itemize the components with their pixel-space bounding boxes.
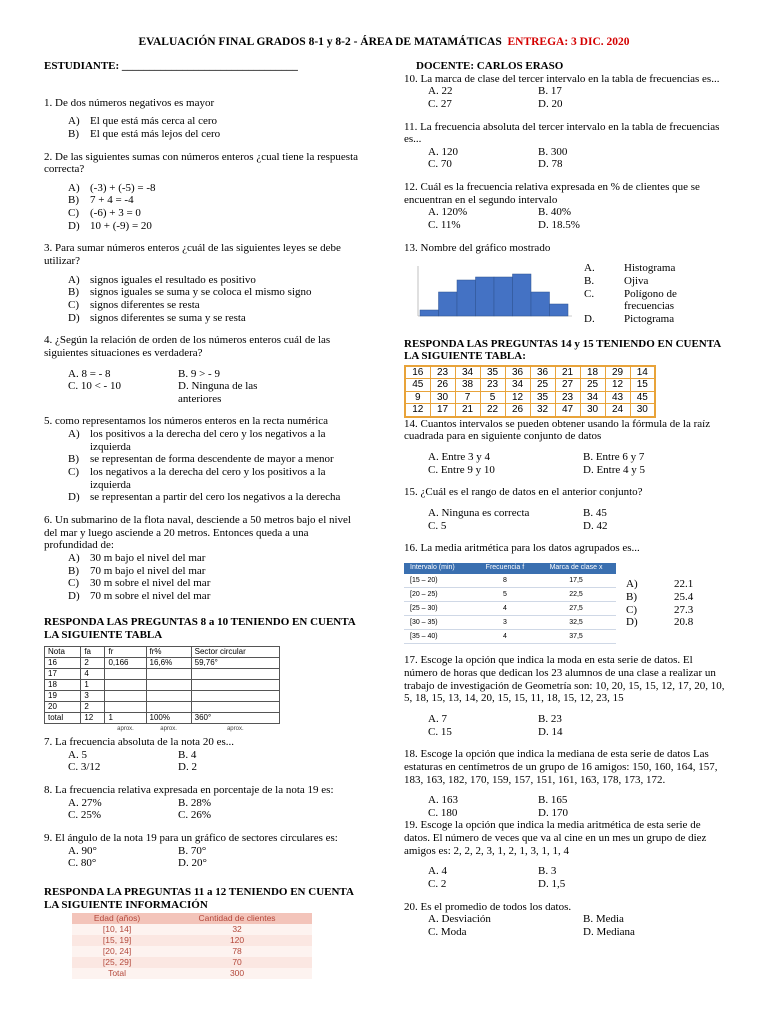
table-cell: 34 <box>505 379 530 392</box>
question-14: 14. Cuantos intervalos se pueden obtener usando la fórmula de la raíz cuadrada para en siguiente conjunto de datos A. Entre 3 y 4 B. Entre 6 y 7 C. Entre 9 y 10 D. Entre 4 y 5 <box>404 417 711 476</box>
question-13: 13. Nombre del gráfico mostrado A. Histograma B. Ojiva C. Polígono de frecuencias D. Pictograma <box>404 242 726 326</box>
q3-option-3: D) signos diferentes se suma y se resta <box>68 311 246 324</box>
table-row <box>45 701 280 712</box>
table1-header: Sector circular <box>191 646 279 657</box>
question-7: 7. La frecuencia absoluta de la nota 20 es... A. 5 B. 4 C. 3/12 D. 2 <box>44 736 234 774</box>
table-row <box>72 924 312 935</box>
q5-option-0: A) los positivos a la derecha del cero y los negativos a la izquierda <box>68 428 326 453</box>
table-cell <box>191 668 279 679</box>
table3-header: Intervalo (min) <box>404 563 474 574</box>
numbers-table <box>404 365 656 418</box>
table-cell: 25 <box>580 379 605 392</box>
table-cell: 38 <box>455 379 480 392</box>
table-cell: 16 <box>45 657 81 668</box>
table-row <box>72 968 312 979</box>
table-cell: 70 <box>162 957 312 968</box>
table-cell <box>191 679 279 690</box>
table-cell <box>105 668 146 679</box>
question-4: 4. ¿Según la relación de orden de los números enteros cuál de las siguientes situaciones es verdadera? A. 8 = - 8 B. 9 > - 9 C. 10 < - 10 D. Ninguna de las anteriores <box>44 334 331 405</box>
table-row <box>45 657 280 668</box>
table-cell: 26 <box>505 404 530 417</box>
table-cell: 21 <box>455 404 480 417</box>
table-cell: 25 <box>530 379 555 392</box>
table3-header: Frecuencia f <box>474 563 536 574</box>
table-cell: [25, 29] <box>72 957 162 968</box>
table-cell: 30 <box>430 391 455 404</box>
table-cell: [30 – 35) <box>404 616 474 630</box>
table-cell: 100% <box>146 712 191 723</box>
question-1: 1. De dos números negativos es mayor A) El que está más cerca al cero B) El que está más lejos del cero <box>44 97 362 141</box>
table-cell <box>105 690 146 701</box>
table-row <box>72 946 312 957</box>
q6-option-3: D) 70 m sobre el nivel del mar <box>68 589 211 602</box>
table-cell: total <box>45 712 81 723</box>
table-cell <box>191 701 279 712</box>
section-11-12: RESPONDA LA PREGUNTAS 11 a 12 TENIENDO EN CUENTA LA SIGUIENTE INFORMACIÓN <box>44 885 354 911</box>
table-cell: [25 – 30) <box>404 602 474 616</box>
table-cell: 47 <box>555 404 580 417</box>
table-cell: 17,5 <box>536 574 616 588</box>
table-cell: 23 <box>480 379 505 392</box>
question-11: 11. La frecuencia absoluta del tercer intervalo en la tabla de frecuencias es... A. 120 B. 300 C. 70 D. 78 <box>404 120 720 171</box>
q2-option-0: A) (-3) + (-5) = -8 <box>68 181 156 194</box>
table-row <box>45 712 280 723</box>
table-cell: 21 <box>555 366 580 379</box>
table-row <box>45 679 280 690</box>
question-12: 12. Cuál es la frecuencia relativa expresada en % de clientes que se encuentran en el segundo intervalo A. 120% B. 40% C. 11% D. 18.5% <box>404 181 700 232</box>
table-cell: 5 <box>474 588 536 602</box>
table-cell: 45 <box>405 379 430 392</box>
table-row <box>72 935 312 946</box>
histogram-bar <box>513 274 532 316</box>
student-label: ESTUDIANTE: ________________________________ <box>44 60 298 72</box>
question-16: 16. La media aritmética para los datos agrupados es... Intervalo (min) Frecuencia f Marca de clase x [15 – 20) 8 17,5 [20 – 25) 5 22,5 [25 – 30) 4 27,5 [30 – 35) 3 32,5 [35 – 40) 4 37,5 A) 22.1 B) 25.4 C) 27.3 D) 20.8 <box>404 542 726 644</box>
q16-option-3: D) 20.8 <box>626 616 694 629</box>
table-cell: 2 <box>81 657 105 668</box>
table-cell <box>146 679 191 690</box>
table-cell: 30 <box>630 404 655 417</box>
q13-option-2: C. Polígono de frecuencias <box>584 287 677 313</box>
table-cell: [10, 14] <box>72 924 162 935</box>
table-row <box>404 574 616 588</box>
table-cell: 17 <box>430 404 455 417</box>
table4-header: Cantidad de clientes <box>162 913 312 924</box>
table-cell <box>146 668 191 679</box>
question-17: 17. Escoge la opción que indica la moda en esta serie de datos. El número de horas que dedican los 23 alumnos de una clase a realizar un trabajo de investigación de Geometría son: 10, 20, 15, 15, 12, 17, 20, 10, 5, 18, 15, 13, 14, 20, 15, 15, 11, 18, 15, 12, 23, 15 A. 7 B. 23 C. 15 D. 14 <box>404 654 725 738</box>
q2-option-2: C) (-6) + 3 = 0 <box>68 207 141 220</box>
question-9: 9. El ángulo de la nota 19 para un gráfico de sectores circulares es: A. 90° B. 70° C. 80° D. 20° <box>44 832 338 870</box>
table-cell: 14 <box>630 366 655 379</box>
histogram-bar <box>550 304 569 316</box>
grades-table: Nota fa fr fr% Sector circular 16 2 0,166 16,6% 59,76° 17 4 18 1 19 3 20 2 total 12 1 100% 360° aprox. aprox. aprox. <box>44 646 280 735</box>
question-6: 6. Un submarino de la flota naval, desciende a 50 metros bajo el nivel del mar y luego asciende a 20 metros. Entonces queda a una profundidad de: A) 30 m bajo el nivel del mar B) 70 m bajo el nivel del mar C) 30 m sobre el nivel del mar D) 70 m sobre el nivel del mar <box>44 514 362 602</box>
q5-option-2: C) los negativos a la derecha del cero y los positivos a la izquierda <box>68 466 326 491</box>
table-cell: 4 <box>474 602 536 616</box>
table-cell: 22 <box>480 404 505 417</box>
table-cell: 59,76° <box>191 657 279 668</box>
table-cell: 36 <box>530 366 555 379</box>
table-cell: 1 <box>105 712 146 723</box>
table-cell: [35 – 40) <box>404 630 474 644</box>
table-row <box>405 366 655 379</box>
table-cell: 7 <box>455 391 480 404</box>
table-row <box>405 391 655 404</box>
q13-option-1: B. Ojiva <box>584 274 649 287</box>
table-cell: 300 <box>162 968 312 979</box>
table-cell: 16 <box>405 366 430 379</box>
due-date: ENTREGA: 3 DIC. 2020 <box>507 36 630 48</box>
q2-option-1: B) 7 + 4 = -4 <box>68 194 134 207</box>
q16-option-2: C) 27.3 <box>626 603 694 616</box>
table-row <box>45 690 280 701</box>
table-row <box>404 630 616 644</box>
table-row <box>404 616 616 630</box>
table1-header: fa <box>81 646 105 657</box>
table-row <box>405 379 655 392</box>
table3-header: Marca de clase x <box>536 563 616 574</box>
q6-option-0: A) 30 m bajo el nivel del mar <box>68 551 206 564</box>
table-cell: 23 <box>430 366 455 379</box>
histogram-bar <box>476 277 495 316</box>
table-cell: 35 <box>480 366 505 379</box>
question-2: 2. De las siguientes sumas con números enteros ¿cual tiene la respuesta correcta? A) (-3) + (-5) = -8 B) 7 + 4 = -4 C) (-6) + 3 = 0 D) 10 + (-9) = 20 <box>44 151 362 233</box>
left-column <box>44 60 362 979</box>
table-cell: 22,5 <box>536 588 616 602</box>
ages-table <box>72 913 312 979</box>
histogram-bar <box>494 277 513 316</box>
table-cell: 17 <box>45 668 81 679</box>
table-cell: 78 <box>162 946 312 957</box>
table1-header: fr <box>105 646 146 657</box>
q5-option-1: B) se representan de forma descendente de mayor a menor <box>68 453 334 466</box>
table-row <box>72 957 312 968</box>
table-cell: 15 <box>630 379 655 392</box>
q13-option-3: D. Pictograma <box>584 312 675 325</box>
table-row <box>45 668 280 679</box>
intervals-table <box>404 563 616 645</box>
teacher-label: DOCENTE: CARLOS ERASO <box>416 60 564 72</box>
question-8: 8. La frecuencia relativa expresada en porcentaje de la nota 19 es: A. 27% B. 28% C. 25% C. 26% <box>44 784 334 822</box>
table-cell: 5 <box>480 391 505 404</box>
table-cell: 360° <box>191 712 279 723</box>
table-cell: 23 <box>555 391 580 404</box>
table-cell: 12 <box>605 379 630 392</box>
table-cell: 26 <box>430 379 455 392</box>
table-cell <box>146 690 191 701</box>
table-cell: 35 <box>530 391 555 404</box>
question-3: 3. Para sumar números enteros ¿cuál de las siguientes leyes se debe utilizar? A) signos iguales el resultado es positivo B) signos iguales se suma y se coloca el mismo signo C) signos diferentes se resta D) signos diferentes se suma y se resta <box>44 242 362 324</box>
table-cell <box>146 701 191 712</box>
table-cell: 4 <box>81 668 105 679</box>
right-column <box>404 60 726 939</box>
section-8-10: RESPONDA LAS PREGUNTAS 8 a 10 TENIENDO EN CUENTA LA SIGUIENTE TABLA <box>44 616 356 642</box>
table-cell: 27,5 <box>536 602 616 616</box>
histogram-bar <box>439 292 458 316</box>
table-cell: 3 <box>81 690 105 701</box>
q3-option-1: B) signos iguales se suma y se coloca el mismo signo <box>68 286 312 299</box>
table-cell: [20 – 25) <box>404 588 474 602</box>
question-19: 19. Escoge la opción que indica la media aritmética de esta serie de datos. El número de veces que va al cine en un mes un grupo de diez amigos es: 2, 2, 2, 3, 1, 2, 1, 3, 1, 1, 4 A. 4 B. 3 C. 2 D. 1,5 <box>404 819 707 891</box>
table-cell: 12 <box>405 404 430 417</box>
table-cell: 2 <box>81 701 105 712</box>
table-cell <box>105 679 146 690</box>
table-cell: 27 <box>555 379 580 392</box>
q16-option-0: A) 22.1 <box>626 578 694 591</box>
table-cell: 3 <box>474 616 536 630</box>
q6-option-2: C) 30 m sobre el nivel del mar <box>68 577 211 590</box>
table-cell: 8 <box>474 574 536 588</box>
histogram-chart <box>404 262 576 324</box>
table-cell: 12 <box>81 712 105 723</box>
table-cell: 18 <box>580 366 605 379</box>
question-10: 10. La marca de clase del tercer intervalo en la tabla de frecuencias es... A. 22 B. 17 C. 27 D. 20 <box>404 72 720 110</box>
table-cell: 30 <box>580 404 605 417</box>
table-row <box>404 602 616 616</box>
table-cell: 32 <box>530 404 555 417</box>
q16-option-1: B) 25.4 <box>626 591 694 604</box>
table-cell: Total <box>72 968 162 979</box>
table-cell: 32 <box>162 924 312 935</box>
table-cell: 34 <box>455 366 480 379</box>
table-cell: 4 <box>474 630 536 644</box>
histogram-bar <box>420 310 439 316</box>
table1-header: fr% <box>146 646 191 657</box>
question-20: 20. Es el promedio de todos los datos. A. Desviación B. Media C. Moda D. Mediana <box>404 900 635 938</box>
table-cell <box>191 690 279 701</box>
page-title: EVALUACIÓN FINAL GRADOS 8-1 y 8-2 - ÁREA DE MATAMÁTICAS ENTREGA: 3 DIC. 2020 <box>138 36 630 48</box>
q2-option-3: D) 10 + (-9) = 20 <box>68 219 152 232</box>
section-14-15: RESPONDA LAS PREGUNTAS 14 y 15 TENIENDO EN CUENTA LA SIGUIENTE TABLA: <box>404 337 721 363</box>
q13-option-0: A. Histograma <box>584 262 676 275</box>
q3-option-2: C) signos diferentes se resta <box>68 298 200 311</box>
table-cell <box>105 701 146 712</box>
q3-option-0: A) signos iguales el resultado es positivo <box>68 273 256 286</box>
table-cell: 16,6% <box>146 657 191 668</box>
question-15: 15. ¿Cuál es el rango de datos en el anterior conjunto? A. Ninguna es correcta B. 45 C. 5 D. 42 <box>404 486 643 532</box>
table-cell: 20 <box>45 701 81 712</box>
histogram-bar <box>457 280 476 316</box>
table-cell: 1 <box>81 679 105 690</box>
table-row <box>404 588 616 602</box>
table-cell: 43 <box>605 391 630 404</box>
table-cell: 0,166 <box>105 657 146 668</box>
table-cell: 34 <box>580 391 605 404</box>
table4-header: Edad (años) <box>72 913 162 924</box>
histogram-bar <box>531 292 550 316</box>
table-cell: 37,5 <box>536 630 616 644</box>
q5-option-3: D) se representan a partir del cero los negativos a la derecha <box>68 491 341 504</box>
table-cell: 36 <box>505 366 530 379</box>
question-5: 5. como representamos los números enteros en la recta numérica A) los positivos a la derecha del cero y los negativos a la izquierda B) se representan de forma descendente de mayor a menor C) los negativos a la derecha del cero y los positivos a la izquierda D) se representan a partir del cero los negativos a la derecha <box>44 415 362 503</box>
table-cell: 19 <box>45 690 81 701</box>
table-cell: 45 <box>630 391 655 404</box>
table-cell: 9 <box>405 391 430 404</box>
table-row <box>405 404 655 417</box>
table-cell: [15 – 20) <box>404 574 474 588</box>
question-18: 18. Escoge la opción que indica la mediana de esta serie de datos Las estaturas en centímetros de un grupo de 16 amigos: 150, 160, 164, 157, 183, 163, 182, 170, 159, 157, 151, 161, 163, 178, 173, 172. A. 163 B. 165 C. 180 D. 170 <box>404 748 718 819</box>
table-cell: 32,5 <box>536 616 616 630</box>
table-cell: [20, 24] <box>72 946 162 957</box>
table-cell: 24 <box>605 404 630 417</box>
q6-option-1: B) 70 m bajo el nivel del mar <box>68 564 206 577</box>
q1-option-0: A) El que está más cerca al cero <box>68 115 218 128</box>
table-cell: 12 <box>505 391 530 404</box>
table-cell: 120 <box>162 935 312 946</box>
table1-header: Nota <box>45 646 81 657</box>
table-cell: 29 <box>605 366 630 379</box>
q1-option-1: B) El que está más lejos del cero <box>68 127 221 140</box>
table-cell: 18 <box>45 679 81 690</box>
table-cell: [15, 19] <box>72 935 162 946</box>
